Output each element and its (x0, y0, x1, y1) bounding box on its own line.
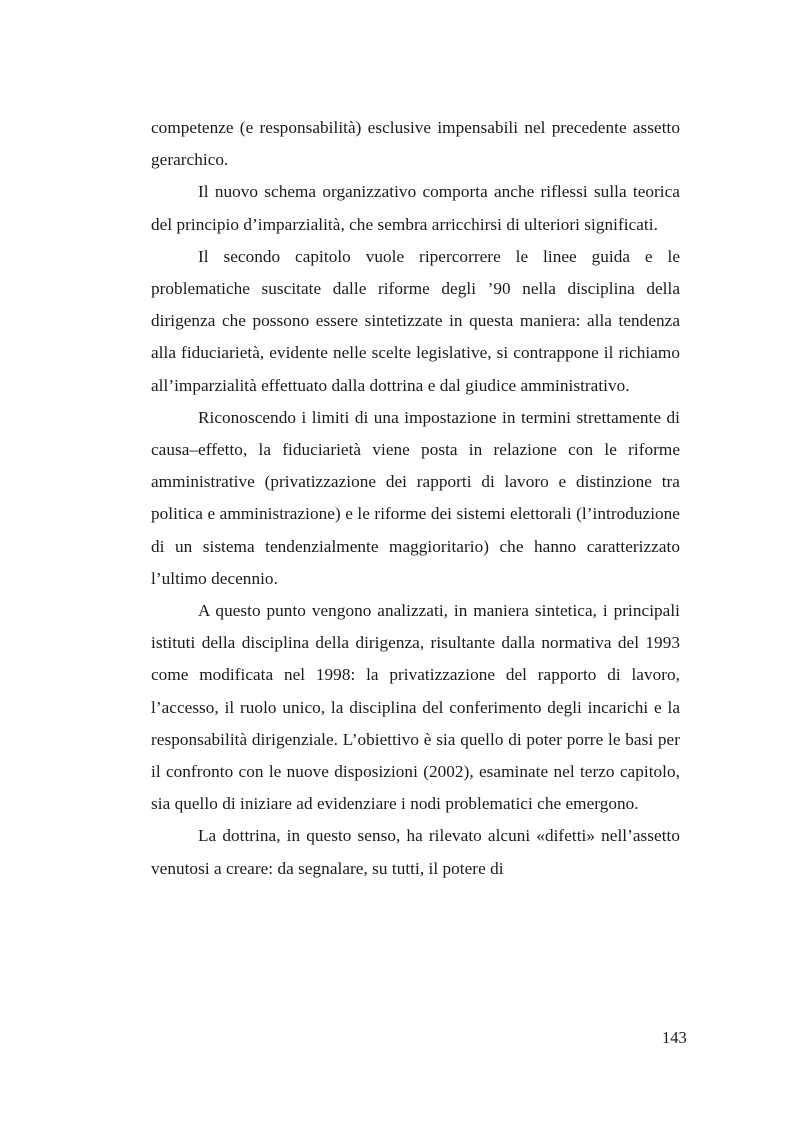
paragraph-second-chapter: Il secondo capitolo vuole ripercorrere le linee guida e le problematiche suscitate dalle riforme degli ’90 nella disciplina della dirigenza che possono essere sintetizzate in questa maniera: alla tendenza alla fiduciarietà, evidente nelle scelte legislative, si contrappone il richiamo all’imparzialità effettuato dalla dottrina e dal giudice amministrativo. (151, 246, 680, 395)
page-body (151, 112, 680, 885)
paragraph-continuation: competenze (e responsabilità) esclusive impensabili nel precedente assetto gerarchico. (151, 118, 680, 170)
paragraph-doctrine: La dottrina, in questo senso, ha rilevato alcuni «difetti» nell’assetto venutosi a creare: da segnalare, su tutti, il potere di (151, 826, 680, 878)
paragraph-cause-effect: Riconoscendo i limiti di una impostazione in termini strettamente di causa–effetto, la fiduciarietà viene posta in relazione con le riforme amministrative (privatizzazione dei rapporti di lavoro e distinzione tra politica e amministrazione) e le riforme dei sistemi elettorali (l’introduzione di un sistema tendenzialmente maggioritario) che hanno caratterizzato l’ultimo decennio. (151, 407, 680, 588)
paragraph-institutes: A questo punto vengono analizzati, in maniera sintetica, i principali istituti della disciplina della dirigenza, risultante dalla normativa del 1993 come modificata nel 1998: la privatizzazione del rapporto di lavoro, l’accesso, il ruolo unico, la disciplina del conferimento degli incarichi e la responsabilità dirigenziale. L’obiettivo è sia quello di poter porre le basi per il confronto con le nuove disposizioni (2002), esaminate nel terzo capitolo, sia quello di iniziare ad evidenziare i nodi problematici che emergono. (151, 601, 680, 814)
paragraph-organizational-scheme: Il nuovo schema organizzativo comporta anche riflessi sulla teorica del principio d’imparzialità, che sembra arricchirsi di ulteriori significati. (151, 182, 680, 234)
page-number: 143 (662, 1028, 687, 1047)
